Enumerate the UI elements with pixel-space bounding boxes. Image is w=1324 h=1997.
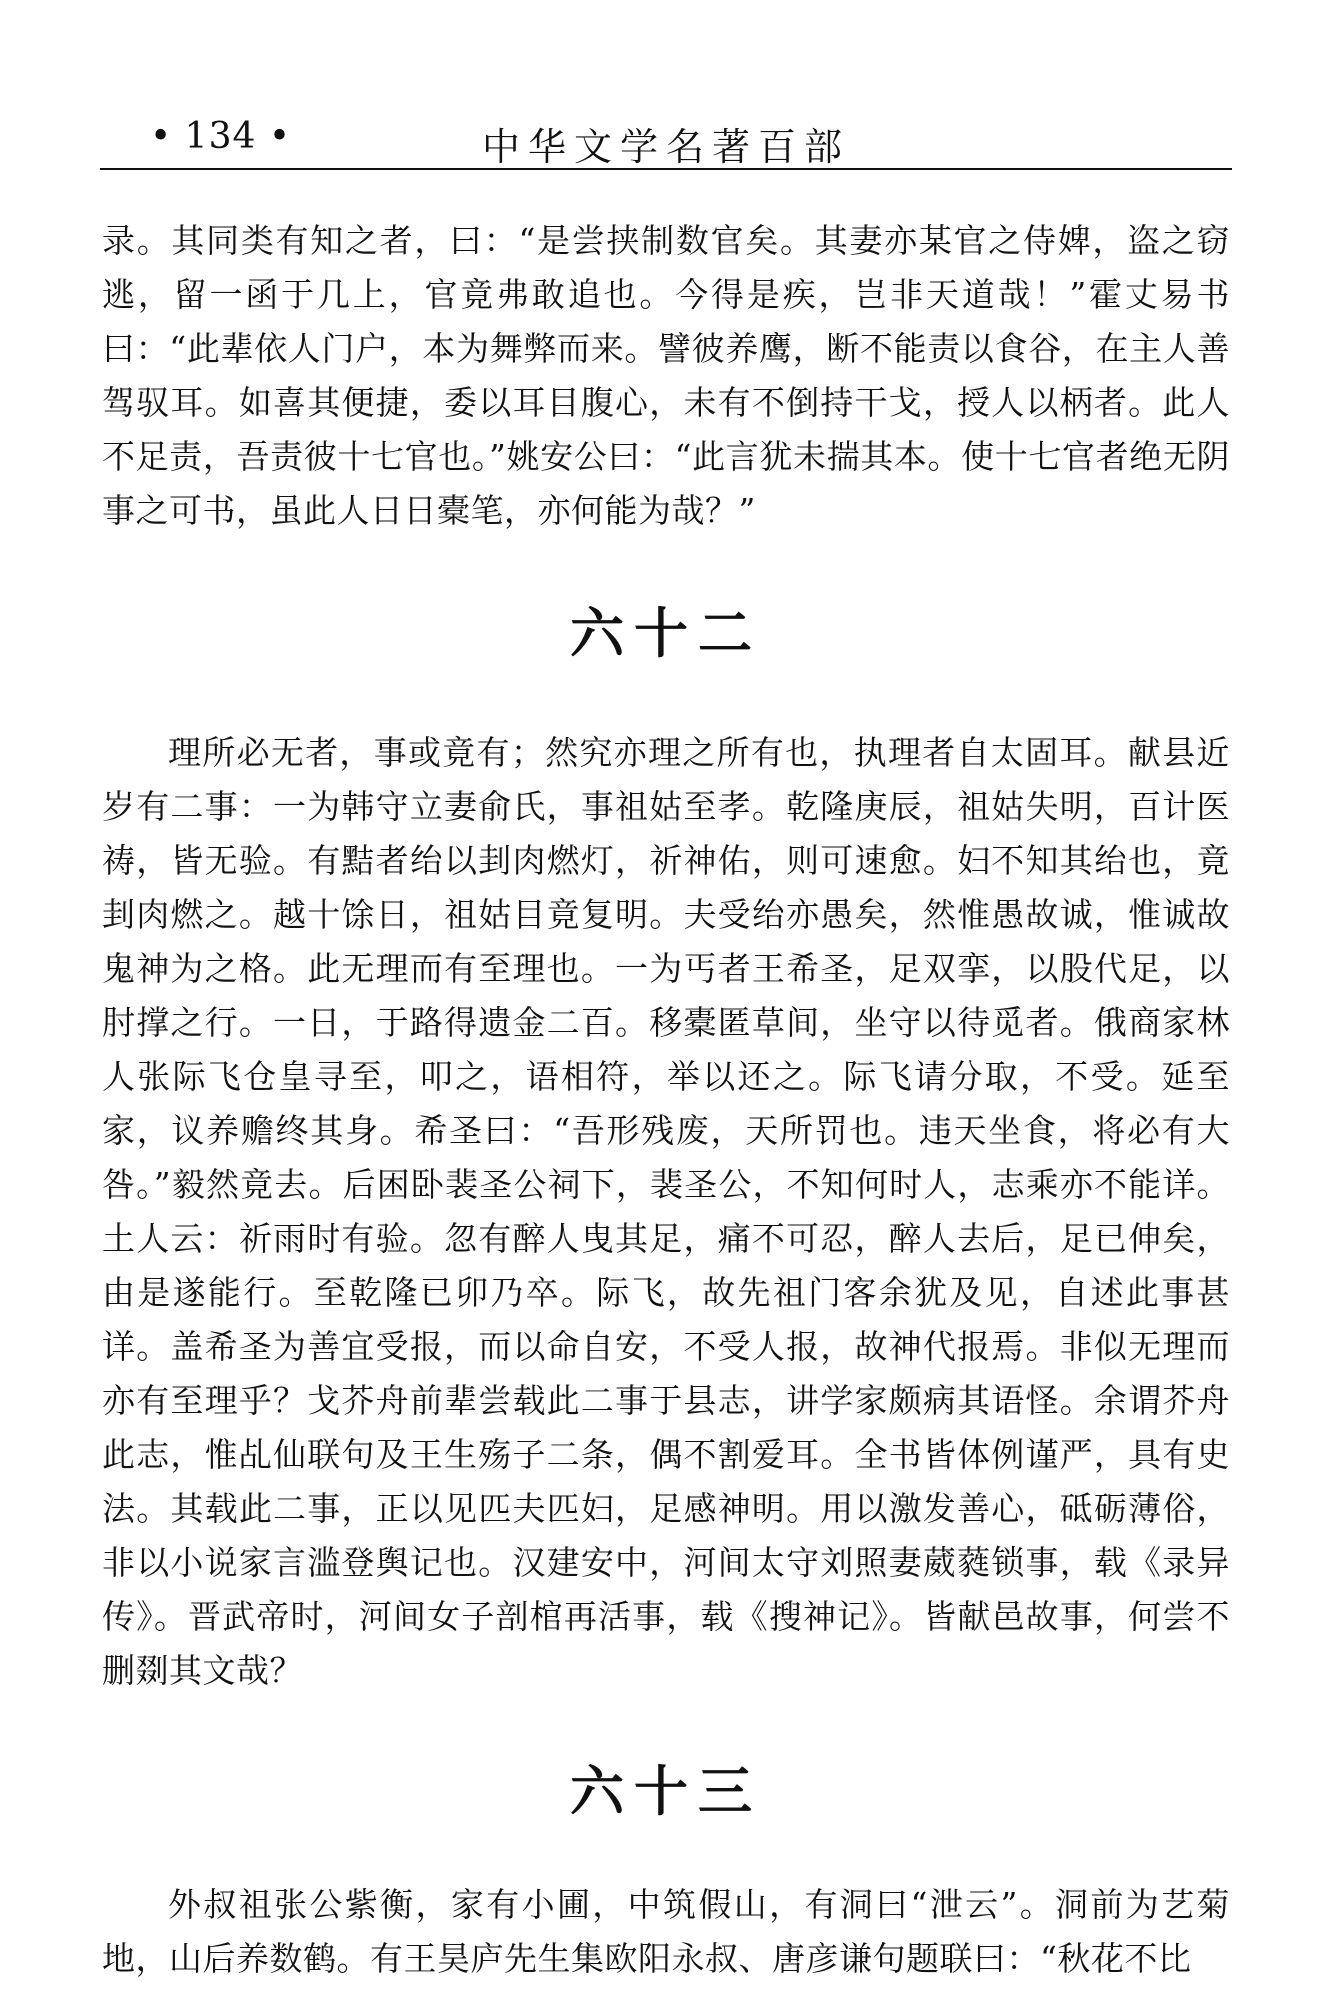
continued-paragraph: 录。其同类有知之者，曰：“是尝挟制数官矣。其妻亦某官之侍婢，盗之窃逃，留一函于几上，官竟弗敢追也。今得是疾，岂非天道哉！”霍丈易书曰：“此辈依人门户，本为舞弊而来。譬彼养鹰，断不能责以食谷，在主人善驾驭耳。如喜其便捷，委以耳目腹心，未有不倒持干戈，授人以柄者。此人不足责，吾责彼十七官也。”姚安公曰：“此言犹未揣其本。使十七官者绝无阴事之可书，虽此人日日橐笔，亦何能为哉？”	[102, 221, 1230, 530]
running-header	[100, 108, 1232, 168]
page-number: • 134 •	[150, 116, 292, 157]
book-title: 中华文学名著百部	[481, 125, 850, 169]
section-63-paragraph: 外叔祖张公紫衡，家有小圃，中筑假山，有洞曰“泄云”。洞前为艺菊地，山后养数鹤。有王昊庐先生集欧阳永叔、唐彦谦句题联曰：“秋花不比	[102, 1885, 1230, 1978]
section-62-paragraph: 理所必无者，事或竟有；然究亦理之所有也，执理者自太固耳。献县近岁有二事：一为韩守立妻俞氏，事祖姑至孝。乾隆庚辰，祖姑失明，百计医祷，皆无验。有黠者绐以刲肉燃灯，祈神佑，则可速愈。妇不知其绐也，竟刲肉燃之。越十馀日，祖姑目竟复明。夫受绐亦愚矣，然惟愚故诚，惟诚故鬼神为之格。此无理而有至理也。一为丐者王希圣，足双挛，以股代足，以肘撑之行。一日，于路得遗金二百。移橐匿草间，坐守以待觅者。俄商家林人张际飞仓皇寻至，叩之，语相符，举以还之。际飞请分取，不受。延至家，议养赡终其身。希圣曰：“吾形残废，天所罚也。违天坐食，将必有大咎。”毅然竟去。后困卧裴圣公祠下，裴圣公，不知何时人，志乘亦不能详。土人云：祈雨时有验。忽有醉人曳其足，痛不可忍，醉人去后，足已伸矣，由是遂能行。至乾隆已卯乃卒。际飞，故先祖门客余犹及见，自述此事甚详。盖希圣为善宜受报，而以命自安，不受人报，故神代报焉。非似无理而亦有至理乎？戈芥舟前辈尝载此二事于县志，讲学家颇病其语怪。余谓芥舟此志，惟乩仙联句及王生殇子二条，偶不割爱耳。全书皆体例谨严，具有史法。其载此二事，正以见匹夫匹妇，足感神明。用以激发善心，砥砺薄俗，非以小说家言滥登舆记也。汉建安中，河间太守刘照妻葳蕤锁事，载《录异传》。晋武帝时，河间女子剖棺再活事，载《搜神记》。皆献邑故事，何尝不删剟其文哉？	[102, 733, 1230, 1690]
header-rule	[100, 168, 1232, 170]
section-title-62: 六十二	[570, 601, 762, 665]
section-title-63: 六十三	[570, 1759, 762, 1823]
page-body	[102, 214, 1230, 1986]
